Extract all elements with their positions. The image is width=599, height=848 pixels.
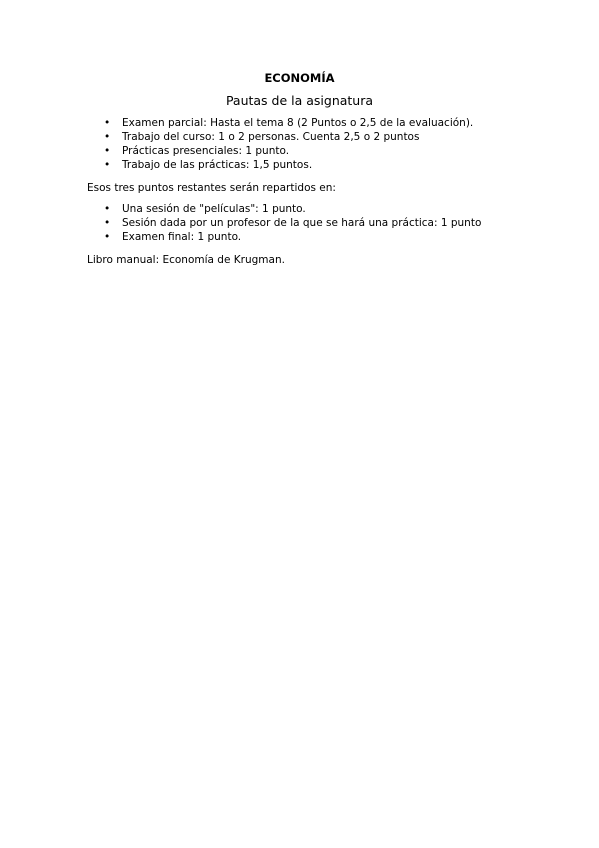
list-item [104,158,473,172]
list-item-text: Examen parcial: Hasta el tema 8 (2 Puntos o 2,5 de la evaluación). [122,117,474,129]
bullet-icon: • [104,217,111,229]
bullet-icon: • [104,117,111,129]
list-item [104,130,473,144]
bullet-icon: • [104,203,111,215]
evaluation-list [104,116,473,172]
textbook-paragraph: Libro manual: Economía de Krugman. [87,254,285,266]
list-item [104,116,473,130]
list-item-text: Sesión dada por un profesor de la que se hará una práctica: 1 punto [122,217,482,229]
list-item [104,230,481,244]
bullet-icon: • [104,231,111,243]
remaining-points-paragraph: Esos tres puntos restantes serán repartidos en: [87,182,336,194]
list-item-text: Trabajo de las prácticas: 1,5 puntos. [122,159,313,171]
bullet-icon: • [104,131,111,143]
list-item-text: Prácticas presenciales: 1 punto. [122,145,290,157]
list-item [104,216,481,230]
document-subtitle: Pautas de la asignatura [225,93,374,108]
list-item-text: Examen final: 1 punto. [122,231,242,243]
list-item-text: Una sesión de "películas": 1 punto. [122,203,306,215]
list-item [104,144,473,158]
list-item [104,202,481,216]
document-title: ECONOMÍA [264,71,335,85]
remaining-points-list [104,202,481,244]
list-item-text: Trabajo del curso: 1 o 2 personas. Cuenta 2,5 o 2 puntos [122,131,420,143]
bullet-icon: • [104,145,111,157]
bullet-icon: • [104,159,111,171]
